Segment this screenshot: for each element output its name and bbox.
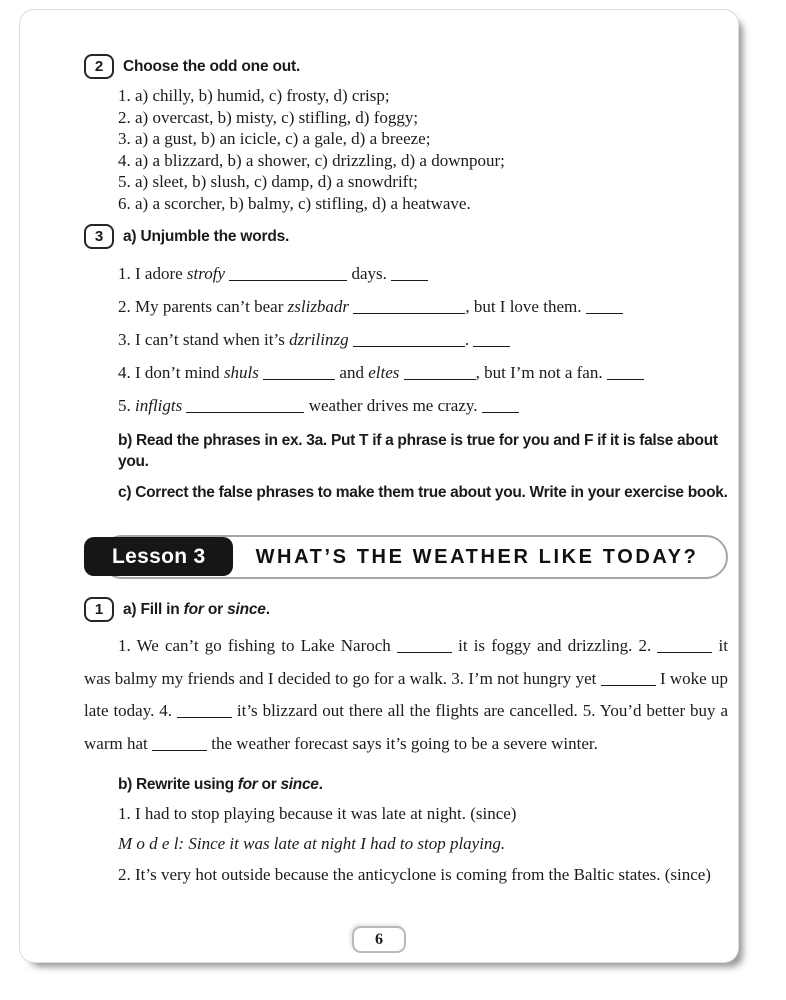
- text-run: or: [257, 776, 281, 793]
- text-run: a) Fill in: [123, 600, 184, 618]
- exercise3-number-badge: 3: [84, 224, 114, 249]
- text-run: since: [227, 600, 266, 618]
- text-run: strofy: [186, 264, 226, 283]
- blank-line: [404, 366, 476, 380]
- exercise2-item: 1. a) chilly, b) humid, c) frosty, d) crisp;: [118, 86, 390, 105]
- blank-line: [391, 267, 428, 281]
- exercise3-part-b-instruction: b) Read the phrases in ex. 3a. Put T if a phrase is true for you and F if it is false about you.: [118, 432, 718, 470]
- exercise3-title: a) Unjumble the words.: [123, 227, 290, 245]
- exercise1-title: [123, 601, 270, 619]
- exercise2-title: Choose the odd one out.: [123, 57, 301, 75]
- exercise3-header: [84, 224, 728, 249]
- text-run: , but I’m not a fan.: [475, 363, 607, 382]
- model-line: M o d e l: Since it was late at night I had to stop playing.: [118, 834, 506, 853]
- text-run: or: [203, 600, 228, 618]
- exercise2-header: [84, 54, 728, 79]
- exercise2-item: 3. a) a gust, b) an icicle, c) a gale, d) a breeze;: [118, 129, 431, 148]
- blank-line: [397, 639, 452, 653]
- text-run: b) Rewrite using: [118, 776, 238, 793]
- page-content: [84, 54, 728, 887]
- text-run: it’s blizzard out there all the flights are cancelled. 5. You’d better buy a warm hat: [84, 701, 728, 753]
- text-run: days.: [347, 264, 392, 283]
- blank-line: [353, 300, 465, 314]
- exercise2-item: 2. a) overcast, b) misty, c) stifling, d) foggy;: [118, 107, 419, 127]
- lesson-label: Lesson 3: [84, 537, 233, 576]
- exercise2-item: 4. a) a blizzard, b) a shower, c) drizzling, d) a downpour;: [118, 150, 505, 170]
- text-run: weather drives me crazy.: [304, 396, 482, 415]
- book-page: [20, 10, 738, 962]
- text-run: 1. We can’t go fishing to Lake Naroch: [118, 636, 397, 655]
- text-run: .: [265, 600, 270, 618]
- text-run: , but I love them.: [465, 297, 586, 316]
- blank-line: [601, 672, 656, 686]
- rewrite-item-1: 1. I had to stop playing because it was late at night. (since): [118, 804, 517, 823]
- blank-line: [152, 737, 207, 751]
- lesson-banner: [100, 535, 728, 579]
- blank-line: [177, 704, 232, 718]
- text-run: it was balmy my friends and I decided to go for a walk. 3. I’m not hungry yet: [84, 636, 728, 688]
- unjumble-item-4: [118, 362, 728, 383]
- blank-line: [586, 300, 623, 314]
- page-number: 6: [375, 930, 383, 948]
- fill-in-paragraph: [84, 630, 728, 760]
- text-run: 4. I don’t mind: [118, 363, 224, 382]
- rewrite-item-2: 2. It’s very hot outside because the anticyclone is coming from the Baltic states. (since): [118, 865, 711, 884]
- text-run: and: [335, 363, 369, 382]
- text-run: 2. My parents can’t bear: [118, 297, 288, 316]
- text-run: for: [237, 776, 258, 793]
- text-run: it is foggy and drizzling. 2.: [451, 636, 658, 655]
- blank-line: [657, 639, 712, 653]
- text-run: 1. I adore: [118, 264, 187, 283]
- text-run: the weather forecast says it’s going to be a severe winter.: [206, 733, 598, 753]
- text-run: shuls: [223, 363, 259, 382]
- text-run: eltes: [368, 363, 400, 382]
- exercise3-part-c-instruction: c) Correct the false phrases to make them true about you. Write in your exercise book.: [118, 484, 728, 501]
- unjumble-item-5: [118, 395, 728, 416]
- text-run: .: [464, 330, 474, 349]
- exercise2-items: [118, 85, 728, 214]
- unjumble-item-3: [118, 329, 728, 350]
- page-number-badge: [352, 926, 406, 953]
- exercise2-item: 6. a) a scorcher, b) balmy, c) stifling, d) a heatwave.: [118, 193, 471, 213]
- lesson-title: WHAT’S THE WEATHER LIKE TODAY?: [255, 545, 699, 568]
- text-run: dzrilinzg: [289, 330, 349, 349]
- exercise1-part-b-title: [118, 774, 728, 795]
- text-run: .: [318, 776, 323, 793]
- unjumble-item-2: [118, 296, 728, 317]
- exercise1-number-badge: 1: [84, 597, 114, 622]
- exercise2-number-badge: 2: [84, 54, 114, 79]
- exercise2-item: 5. a) sleet, b) slush, c) damp, d) a snowdrift;: [118, 172, 418, 191]
- blank-line: [353, 333, 465, 347]
- exercise1-header: [84, 597, 728, 622]
- blank-line: [473, 333, 510, 347]
- blank-line: [186, 399, 304, 413]
- text-run: I woke up late today. 4.: [84, 668, 729, 720]
- blank-line: [229, 267, 347, 281]
- text-run: 5.: [118, 396, 135, 415]
- text-run: infligts: [135, 396, 183, 415]
- blank-line: [482, 399, 519, 413]
- blank-line: [263, 366, 335, 380]
- text-run: since: [280, 776, 319, 793]
- unjumble-item-1: [118, 263, 728, 284]
- text-run: for: [183, 600, 204, 618]
- blank-line: [607, 366, 644, 380]
- text-run: zslizbadr: [287, 297, 350, 316]
- text-run: 3. I can’t stand when it’s: [118, 330, 290, 349]
